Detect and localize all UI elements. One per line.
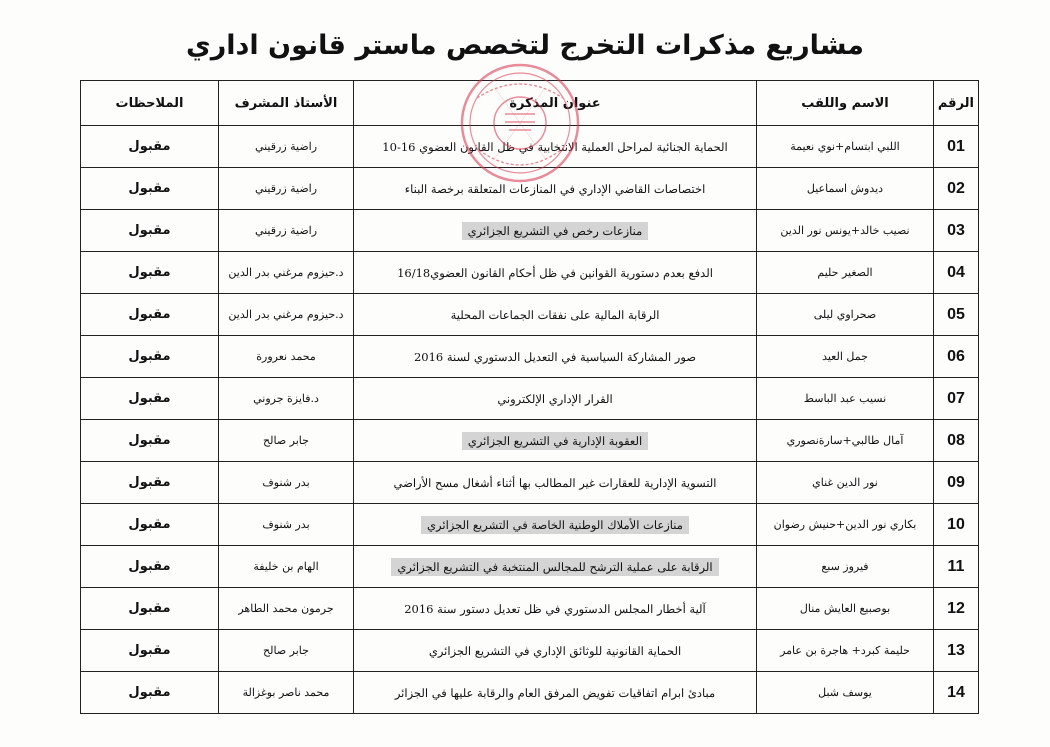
row-number: 01: [934, 126, 979, 168]
row-number: 07: [934, 378, 979, 420]
thesis-title-cell: [354, 462, 757, 504]
student-name: اللبي ابتسام+نوي نعيمة: [757, 126, 934, 168]
supervisor-name: الهام بن خليفة: [219, 546, 354, 588]
supervisor-name: جرمون محمد الطاهر: [219, 588, 354, 630]
header-thesis: عنوان المذكرة: [354, 81, 757, 126]
status-note: مقبول: [81, 126, 219, 168]
header-notes: الملاحظات: [81, 81, 219, 126]
student-name: نصيب خالد+يونس نور الدين: [757, 210, 934, 252]
row-number: 08: [934, 420, 979, 462]
student-name: يوسف شبل: [757, 672, 934, 714]
header-number: الرقم: [934, 81, 979, 126]
thesis-title: الرقابة على عملية الترشح للمجالس المنتخبة في التشريع الجزائري: [391, 558, 718, 576]
thesis-title-cell: [354, 420, 757, 462]
status-note: مقبول: [81, 462, 219, 504]
supervisor-name: راضية زرقيني: [219, 126, 354, 168]
table-row: [81, 420, 979, 462]
status-note: مقبول: [81, 294, 219, 336]
row-number: 05: [934, 294, 979, 336]
student-name: بكاري نور الدين+حنيش رضوان: [757, 504, 934, 546]
thesis-title: التسوية الإدارية للعقارات غير المطالب بها أثناء أشغال مسح الأراضي: [393, 475, 717, 490]
table-row: [81, 462, 979, 504]
student-name: نسيب عبد الباسط: [757, 378, 934, 420]
thesis-title: آلية أخطار المجلس الدستوري في ظل تعديل دستور سنة 2016: [404, 601, 706, 616]
thesis-title: الدفع بعدم دستورية القوانين في ظل أحكام القانون العضوي16/18: [397, 265, 713, 280]
student-name: حليمة كبرد+ هاجرة بن عامر: [757, 630, 934, 672]
table-row: [81, 126, 979, 168]
row-number: 09: [934, 462, 979, 504]
thesis-title-cell: [354, 210, 757, 252]
row-number: 02: [934, 168, 979, 210]
thesis-title: الحماية الجنائية لمراحل العملية الانتخابية في ظل القانون العضوي 16-10: [382, 139, 728, 154]
table-row: [81, 630, 979, 672]
thesis-title: الحماية القانونية للوثائق الإداري في التشريع الجزائري: [428, 643, 682, 658]
supervisor-name: جابر صالح: [219, 630, 354, 672]
thesis-title: اختصاصات القاضي الإداري في المنازعات المتعلقة برخصة البناء: [404, 181, 706, 196]
table-row: [81, 672, 979, 714]
thesis-title-cell: [354, 378, 757, 420]
row-number: 06: [934, 336, 979, 378]
supervisor-name: محمد نعرورة: [219, 336, 354, 378]
student-name: جمل العيد: [757, 336, 934, 378]
thesis-title-cell: [354, 672, 757, 714]
header-name: الاسم واللقب: [757, 81, 934, 126]
student-name: ديدوش اسماعيل: [757, 168, 934, 210]
supervisor-name: د.فايزة جروني: [219, 378, 354, 420]
supervisor-name: راضية زرقيني: [219, 210, 354, 252]
status-note: مقبول: [81, 336, 219, 378]
student-name: نور الدين غناي: [757, 462, 934, 504]
thesis-title: مبادئ ابرام اتفاقيات تفويض المرفق العام والرقابة عليها في الجزائر: [394, 685, 716, 700]
row-number: 13: [934, 630, 979, 672]
row-number: 12: [934, 588, 979, 630]
status-note: مقبول: [81, 672, 219, 714]
table-row: [81, 336, 979, 378]
theses-table: [80, 80, 979, 714]
row-number: 14: [934, 672, 979, 714]
student-name: صحراوي ليلى: [757, 294, 934, 336]
supervisor-name: محمد ناصر بوغزالة: [219, 672, 354, 714]
thesis-title: منازعات رخص في التشريع الجزائري: [462, 222, 649, 240]
table-row: [81, 252, 979, 294]
thesis-title-cell: [354, 546, 757, 588]
thesis-title-cell: [354, 168, 757, 210]
status-note: مقبول: [81, 504, 219, 546]
thesis-title-cell: [354, 294, 757, 336]
status-note: مقبول: [81, 168, 219, 210]
thesis-title-cell: [354, 252, 757, 294]
table-row: [81, 504, 979, 546]
thesis-title: منازعات الأملاك الوطنية الخاصة في التشريع الجزائري: [421, 516, 689, 534]
status-note: مقبول: [81, 378, 219, 420]
row-number: 10: [934, 504, 979, 546]
supervisor-name: بدر شنوف: [219, 504, 354, 546]
student-name: الصغير حليم: [757, 252, 934, 294]
thesis-title: العقوبة الإدارية في التشريع الجزائري: [462, 432, 648, 450]
thesis-title-cell: [354, 504, 757, 546]
status-note: مقبول: [81, 588, 219, 630]
thesis-title-cell: [354, 630, 757, 672]
status-note: مقبول: [81, 630, 219, 672]
supervisor-name: جابر صالح: [219, 420, 354, 462]
student-name: بوصبيع العايش منال: [757, 588, 934, 630]
student-name: فيروز سبع: [757, 546, 934, 588]
table-row: [81, 294, 979, 336]
row-number: 11: [934, 546, 979, 588]
thesis-title: الرقابة المالية على نفقات الجماعات المحلية: [450, 307, 660, 322]
page-title: مشاريع مذكرات التخرج لتخصص ماستر قانون اداري: [185, 30, 865, 61]
status-note: مقبول: [81, 210, 219, 252]
status-note: مقبول: [81, 420, 219, 462]
supervisor-name: بدر شنوف: [219, 462, 354, 504]
table-row: [81, 210, 979, 252]
row-number: 04: [934, 252, 979, 294]
thesis-title-cell: [354, 126, 757, 168]
supervisor-name: د.حيزوم مرغني بدر الدين: [219, 252, 354, 294]
thesis-title: القرار الإداري الإلكتروني: [497, 391, 613, 406]
student-name: آمال طالبي+سارةنصوري: [757, 420, 934, 462]
table-row: [81, 378, 979, 420]
table-header-row: [81, 81, 979, 126]
status-note: مقبول: [81, 546, 219, 588]
table-row: [81, 546, 979, 588]
thesis-title: صور المشاركة السياسية في التعديل الدستوري لسنة 2016: [413, 349, 697, 364]
supervisor-name: راضية زرقيني: [219, 168, 354, 210]
status-note: مقبول: [81, 252, 219, 294]
table-row: [81, 588, 979, 630]
thesis-title-cell: [354, 588, 757, 630]
thesis-title-cell: [354, 336, 757, 378]
table-row: [81, 168, 979, 210]
row-number: 03: [934, 210, 979, 252]
supervisor-name: د.حيزوم مرغني بدر الدين: [219, 294, 354, 336]
header-supervisor: الأستاذ المشرف: [219, 81, 354, 126]
